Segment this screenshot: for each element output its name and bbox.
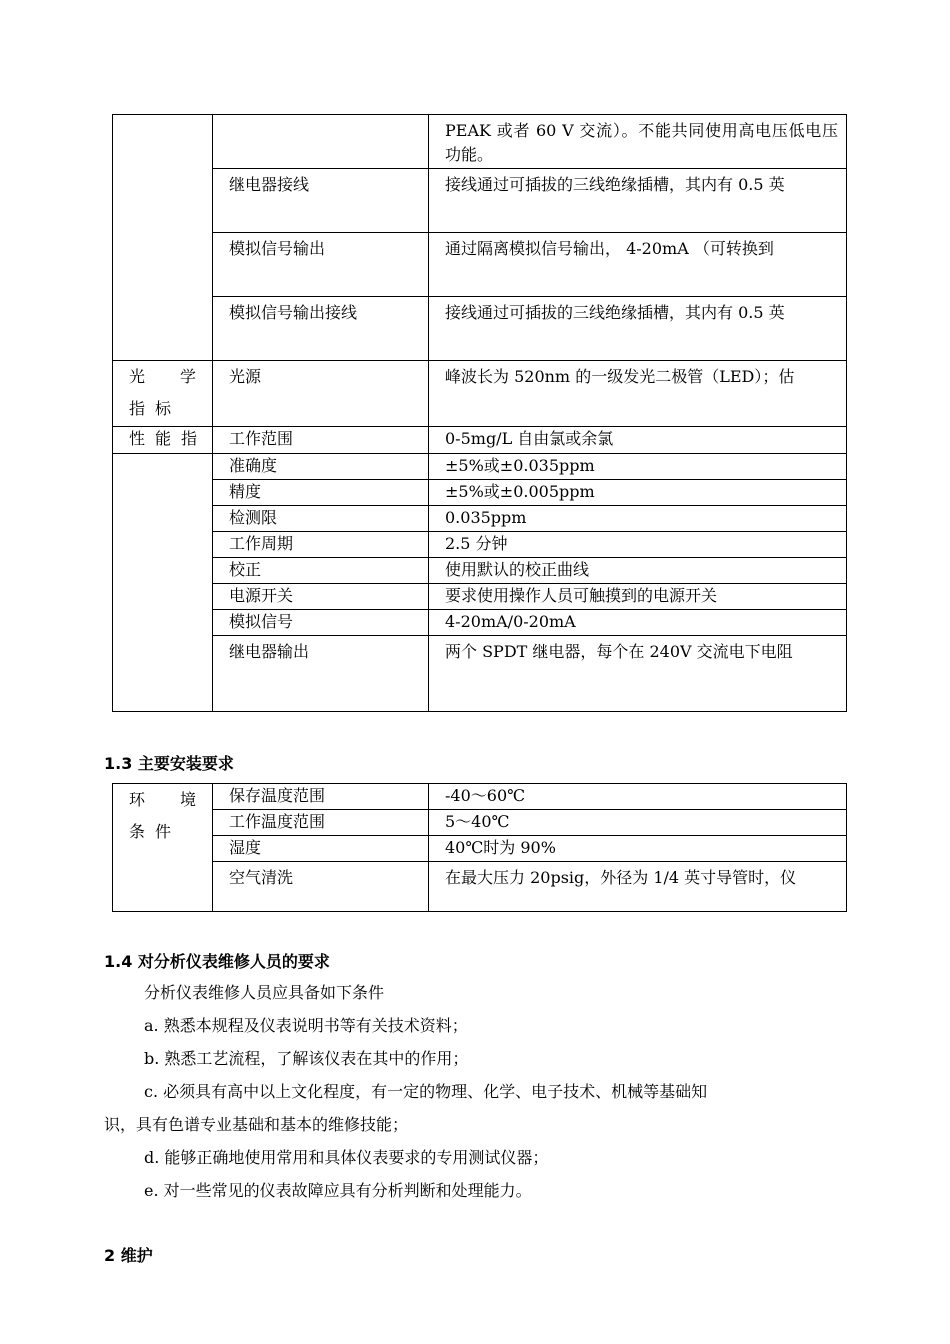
param-cell: 电源开关 <box>213 584 429 610</box>
value-cell: 要求使用操作人员可触摸到的电源开关 <box>429 584 847 610</box>
table-row <box>113 361 847 427</box>
value-cell: 40℃时为 90% <box>429 836 847 862</box>
section-heading: 1.3 主要安装要求 <box>104 754 234 773</box>
table-row <box>113 427 847 454</box>
group-cell: 光学指标 <box>113 361 213 427</box>
param-cell: 精度 <box>213 480 429 506</box>
value-cell: 两个 SPDT 继电器，每个在 240V 交流电下电阻 <box>429 636 847 712</box>
list-item: d. 能够正确地使用常用和具体仪表要求的专用测试仪器； <box>144 1148 549 1167</box>
param-cell: 空气清洗 <box>213 862 429 912</box>
table-row <box>113 115 847 169</box>
group-cell <box>113 115 213 361</box>
table-row <box>113 836 847 862</box>
value-cell: ±5%或±0.035ppm <box>429 454 847 480</box>
list-item: a. 熟悉本规程及仪表说明书等有关技术资料； <box>144 1016 468 1035</box>
table-row <box>113 297 847 361</box>
group-cell: 环境条件 <box>113 784 213 912</box>
table-row <box>113 610 847 636</box>
value-cell: 4-20mA/0-20mA <box>429 610 847 636</box>
value-cell: 通过隔离模拟信号输出， 4-20mA （可转换到 <box>429 233 847 297</box>
param-cell: 湿度 <box>213 836 429 862</box>
value-cell: 峰波长为 520nm 的一级发光二极管（LED）；估 <box>429 361 847 427</box>
group-cell <box>113 454 213 712</box>
value-cell: 0.035ppm <box>429 506 847 532</box>
param-cell: 模拟信号输出 <box>213 233 429 297</box>
table-row <box>113 558 847 584</box>
install-requirements-table <box>112 783 847 912</box>
table-row <box>113 480 847 506</box>
value-cell: 接线通过可插拔的三线绝缘插槽，其内有 0.5 英 <box>429 297 847 361</box>
value-cell: 使用默认的校正曲线 <box>429 558 847 584</box>
section-heading: 1.4 对分析仪表维修人员的要求 <box>104 952 330 971</box>
table-row <box>113 584 847 610</box>
param-cell: 准确度 <box>213 454 429 480</box>
value-cell: ±5%或±0.005ppm <box>429 480 847 506</box>
param-cell: 继电器输出 <box>213 636 429 712</box>
param-cell: 模拟信号输出接线 <box>213 297 429 361</box>
table-row <box>113 784 847 810</box>
table-row <box>113 636 847 712</box>
param-cell: 继电器接线 <box>213 169 429 233</box>
param-cell: 检测限 <box>213 506 429 532</box>
value-cell: -40～60℃ <box>429 784 847 810</box>
value-cell: PEAK 或者 60 V 交流）。不能共同使用高电压低电压功能。 <box>429 115 847 169</box>
value-cell: 5～40℃ <box>429 810 847 836</box>
table-row <box>113 169 847 233</box>
table-row <box>113 506 847 532</box>
value-cell: 接线通过可插拔的三线绝缘插槽，其内有 0.5 英 <box>429 169 847 233</box>
list-item: c. 必须具有高中以上文化程度，有一定的物理、化学、电子技术、机械等基础知 <box>144 1082 708 1101</box>
table-row <box>113 862 847 912</box>
group-cell: 性能指 <box>113 427 213 454</box>
param-cell <box>213 115 429 169</box>
table-row <box>113 454 847 480</box>
value-cell: 0-5mg/L 自由氯或余氯 <box>429 427 847 454</box>
param-cell: 工作范围 <box>213 427 429 454</box>
section-heading: 2 维护 <box>104 1246 153 1265</box>
param-cell: 校正 <box>213 558 429 584</box>
table-row <box>113 810 847 836</box>
param-cell: 光源 <box>213 361 429 427</box>
value-cell: 在最大压力 20psig，外径为 1/4 英寸导管时，仪 <box>429 862 847 912</box>
spec-table <box>112 114 847 712</box>
value-cell: 2.5 分钟 <box>429 532 847 558</box>
param-cell: 保存温度范围 <box>213 784 429 810</box>
paragraph: 分析仪表维修人员应具备如下条件 <box>144 983 385 1002</box>
param-cell: 工作周期 <box>213 532 429 558</box>
table-row <box>113 532 847 558</box>
list-item: b. 熟悉工艺流程，了解该仪表在其中的作用； <box>144 1049 469 1068</box>
list-item: e. 对一些常见的仪表故障应具有分析判断和处理能力。 <box>144 1181 532 1200</box>
param-cell: 工作温度范围 <box>213 810 429 836</box>
list-item-continuation: 识，具有色谱专业基础和基本的维修技能； <box>104 1115 409 1134</box>
param-cell: 模拟信号 <box>213 610 429 636</box>
table-row <box>113 233 847 297</box>
